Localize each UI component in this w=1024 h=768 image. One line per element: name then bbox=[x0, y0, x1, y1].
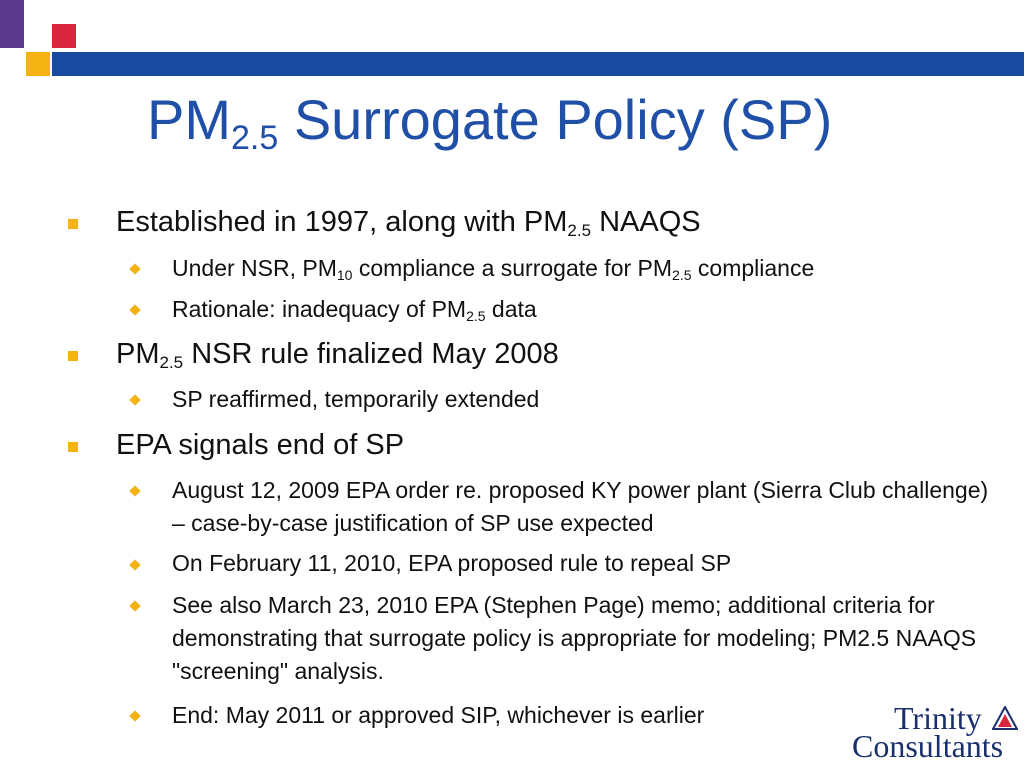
logo-text-trinity: Trinity bbox=[894, 700, 982, 736]
trinity-consultants-logo bbox=[850, 700, 1020, 766]
subbullet-february-2010: On February 11, 2010, EPA proposed rule to repeal SP bbox=[172, 550, 732, 576]
diamond-bullet-icon bbox=[129, 263, 140, 274]
subbullet-under-nsr: Under NSR, $PM_{10}$ compliance a surrogate for $PM_{2.5}$ compliance bbox=[172, 255, 815, 283]
diamond-bullet-icon bbox=[129, 394, 140, 405]
square-bullet-icon bbox=[68, 442, 78, 452]
diamond-bullet-icon bbox=[129, 485, 140, 496]
subbullet-rationale: Rationale: inadequacy of $PM_{2.5}$ data bbox=[172, 296, 537, 324]
bullet-established: Established in 1997, along with $PM_{2.5}$ NAAQS bbox=[116, 206, 701, 240]
diamond-bullet-icon bbox=[129, 710, 140, 721]
subbullet-sp-reaffirmed: SP reaffirmed, temporarily extended bbox=[172, 386, 540, 412]
diamond-bullet-icon bbox=[129, 304, 140, 315]
square-bullet-icon bbox=[68, 219, 78, 229]
diamond-bullet-icon bbox=[129, 600, 140, 611]
subbullet-march-2010: See also March 23, 2010 EPA (Stephen Page) memo; additional criteria for demonstrating that surrogate policy is appropriate for modeling; PM2.5 NAAQS "screening" analysis. bbox=[172, 592, 977, 684]
square-bullet-icon bbox=[68, 351, 78, 361]
bullet-nsr-rule: $PM_{2.5}$ NSR rule finalized May 2008 bbox=[116, 338, 559, 372]
logo-text-consultants: Consultants bbox=[852, 728, 1004, 764]
subbullet-august-2009: August 12, 2009 EPA order re. proposed KY power plant (Sierra Club challenge) – case-by-case justification of SP use expected bbox=[172, 477, 989, 536]
bullet-epa-signals: EPA signals end of SP bbox=[116, 429, 405, 461]
triangle-logo-icon bbox=[992, 706, 1018, 730]
slide-title: $PM_{2.5}$ Surrogate Policy (SP) bbox=[147, 88, 833, 157]
diamond-bullet-icon bbox=[129, 559, 140, 570]
subbullet-end-may-2011: End: May 2011 or approved SIP, whichever is earlier bbox=[172, 702, 705, 728]
